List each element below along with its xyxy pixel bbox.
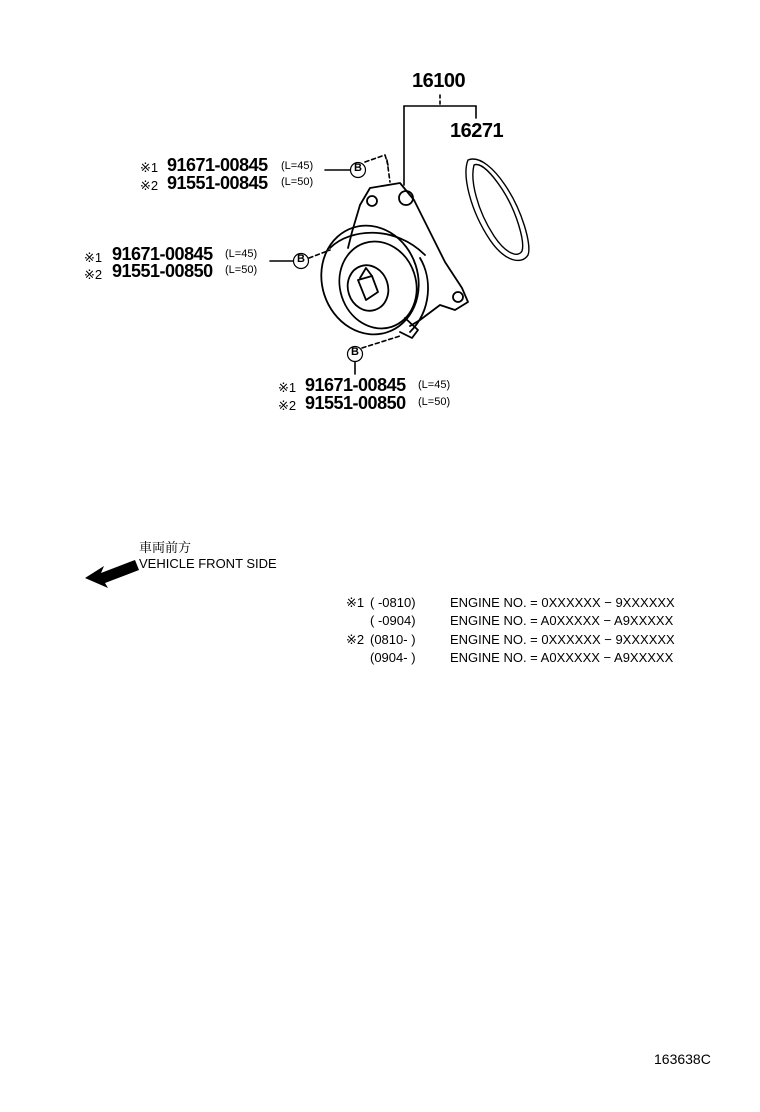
- note-mark: ※1: [140, 160, 159, 175]
- b-marker-label: B: [354, 162, 362, 174]
- water-pump-body: [307, 183, 468, 347]
- part-number-gasket: 16271: [450, 120, 504, 142]
- note-engine-range: ENGINE NO. = 0XXXXXX − 9XXXXXX: [450, 595, 675, 610]
- illustration-id: 163638C: [654, 1051, 711, 1067]
- note-engine-range: ENGINE NO. = A0XXXXX − A9XXXXX: [450, 650, 674, 665]
- bolt-length: (L=45): [281, 160, 314, 172]
- bolt-length: (L=50): [281, 176, 314, 188]
- note-mark: ※1: [346, 595, 365, 610]
- part-number-assembly: 16100: [412, 70, 466, 92]
- bolt-length: (L=50): [418, 396, 451, 408]
- bolt-part-number: 91671-00845: [112, 244, 213, 264]
- note-mark: ※1: [278, 380, 297, 395]
- note-date-range: ( -0904): [370, 613, 416, 628]
- bolt-part-number: 91551-00845: [167, 173, 268, 193]
- note-mark: ※1: [84, 250, 103, 265]
- b-marker-label: B: [351, 346, 359, 358]
- note-engine-range: ENGINE NO. = A0XXXXX − A9XXXXX: [450, 613, 674, 628]
- direction-label-en: VEHICLE FRONT SIDE: [139, 556, 277, 571]
- note-engine-range: ENGINE NO. = 0XXXXXX − 9XXXXXX: [450, 632, 675, 647]
- note-mark: ※2: [346, 632, 365, 647]
- note-date-range: ( -0810): [370, 595, 416, 610]
- front-direction-arrow-icon: [85, 560, 139, 588]
- bolt-part-number: 91671-00845: [167, 155, 268, 175]
- note-mark: ※2: [140, 178, 159, 193]
- bolt-length: (L=45): [225, 248, 258, 260]
- note-mark: ※2: [278, 398, 297, 413]
- bolt-part-number: 91671-00845: [305, 375, 406, 395]
- bolt-part-number: 91551-00850: [305, 393, 406, 413]
- bolt-length: (L=50): [225, 264, 258, 276]
- note-mark: ※2: [84, 267, 103, 282]
- direction-label-jp: 車両前方: [139, 540, 192, 555]
- bolt-length: (L=45): [418, 379, 451, 391]
- note-date-range: (0810- ): [370, 632, 416, 647]
- note-date-range: (0904- ): [370, 650, 416, 665]
- gasket-16271: [466, 159, 529, 260]
- bolt-part-number: 91551-00850: [112, 261, 213, 281]
- b-marker-label: B: [297, 253, 305, 265]
